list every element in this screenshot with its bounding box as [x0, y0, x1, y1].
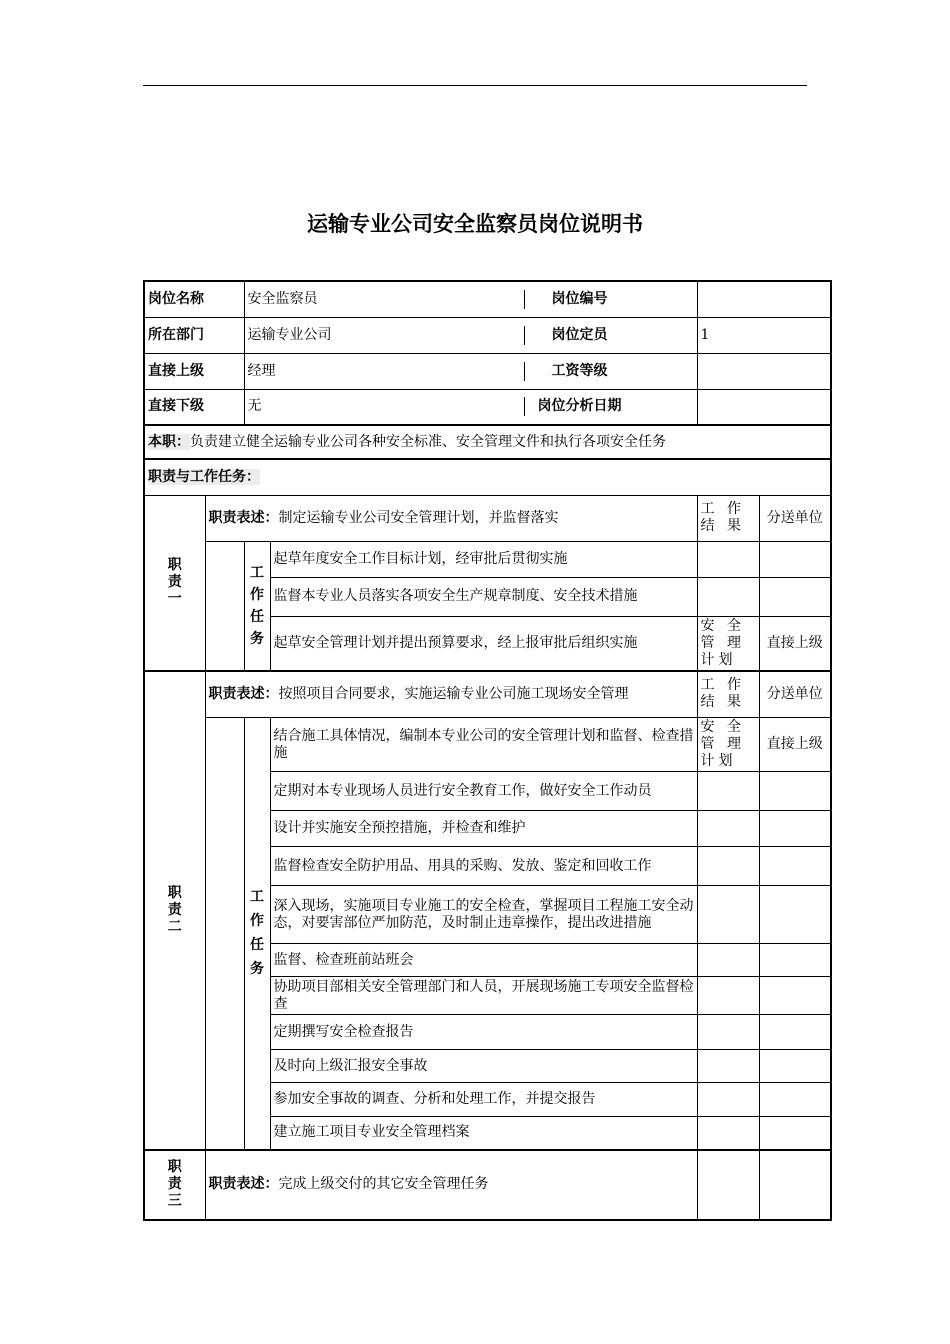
duty3-desc: 完成上级交付的其它安全管理任务 — [278, 1176, 489, 1192]
task-text: 结合施工具体情况，编制本专业公司的安全管理计划和监督、检查措施 — [270, 718, 697, 772]
duty2-desc-row — [144, 671, 831, 718]
dept-header: 分送单位 — [759, 671, 831, 718]
department-text: 运输专业公司 — [247, 326, 332, 343]
task-dept — [759, 1015, 831, 1050]
task-result — [697, 886, 759, 944]
duty1-desc-row — [144, 495, 831, 541]
task-text: 定期撰写安全检查报告 — [270, 1015, 697, 1050]
duty-label: 本职： — [148, 433, 190, 450]
task-text: 深入现场，实施项目专业施工的安全检查，掌握项目工程施工安全动态，对要害部位严加防范，及时制止违章操作，提出改进措施 — [270, 886, 697, 944]
position-no-label: 岗位编号 — [524, 290, 635, 309]
duty1-desc-cell — [205, 495, 697, 541]
department-label: 所在部门 — [144, 317, 244, 353]
task-dept — [759, 977, 831, 1015]
task-result — [697, 1050, 759, 1083]
duty2-task-spacer — [205, 718, 244, 1150]
duty2-label: 职 责 二 — [144, 671, 205, 1150]
task-text: 定期对本专业现场人员进行安全教育工作，做好安全工作动员 — [270, 772, 697, 811]
salary-value — [697, 353, 831, 389]
duty-row — [144, 425, 831, 459]
duty-text: 负责建立健全运输专业公司各种安全标准、安全管理文件和执行各项安全任务 — [190, 433, 666, 450]
job-description-table — [143, 280, 832, 1221]
header-rule — [143, 85, 807, 86]
task-dept — [759, 1117, 831, 1150]
task-dept — [759, 541, 831, 577]
analysis-date-label: 岗位分析日期 — [524, 397, 635, 416]
subordinate-text: 无 — [247, 398, 262, 415]
task-result: 安 全 管 理计划 — [697, 616, 759, 671]
task-text: 建立施工项目专业安全管理档案 — [270, 1117, 697, 1150]
info-row — [144, 353, 831, 389]
headcount-value: 1 — [697, 317, 831, 353]
task-result — [697, 577, 759, 616]
section-header: 职责与工作任务： — [148, 468, 260, 485]
duty2-task-label: 工作任务 — [244, 718, 270, 1150]
info-row — [144, 281, 831, 317]
headcount-label: 岗位定员 — [524, 326, 635, 345]
duty3-desc-cell — [205, 1150, 697, 1220]
task-result — [697, 811, 759, 847]
duty3-desc-row — [144, 1150, 831, 1220]
task-result — [697, 772, 759, 811]
task-dept — [759, 886, 831, 944]
document-title: 运输专业公司安全监察员岗位说明书 — [307, 212, 643, 236]
task-dept: 直接上级 — [759, 616, 831, 671]
duty3-result — [697, 1150, 759, 1220]
task-result — [697, 944, 759, 977]
task-row — [144, 718, 831, 772]
subordinate-value — [244, 389, 697, 425]
task-dept — [759, 1083, 831, 1117]
task-result: 安 全 管 理计划 — [697, 718, 759, 772]
task-dept: 直接上级 — [759, 718, 831, 772]
task-dept — [759, 847, 831, 886]
result-header: 工 作 结 果 — [697, 671, 759, 718]
task-dept — [759, 772, 831, 811]
task-result — [697, 977, 759, 1015]
result-header: 工 作 结 果 — [697, 495, 759, 541]
duty2-desc-cell — [205, 671, 697, 718]
analysis-date-value — [697, 389, 831, 425]
task-text: 及时向上级汇报安全事故 — [270, 1050, 697, 1083]
task-result — [697, 1083, 759, 1117]
task-text: 起草安全管理计划并提出预算要求，经上报审批后组织实施 — [270, 616, 697, 671]
duty3-label: 职 责 三 — [144, 1150, 205, 1220]
task-text: 监督本专业人员落实各项安全生产规章制度、安全技术措施 — [270, 577, 697, 616]
superior-label: 直接上级 — [144, 353, 244, 389]
position-no-value — [697, 281, 831, 317]
task-text: 设计并实施安全预控措施，并检查和维护 — [270, 811, 697, 847]
section-header-row — [144, 459, 831, 495]
task-result — [697, 847, 759, 886]
info-row — [144, 389, 831, 425]
task-dept — [759, 944, 831, 977]
task-row — [144, 541, 831, 577]
duty1-desc: 制定运输专业公司安全管理计划，并监督落实 — [278, 509, 559, 526]
duty3-dept — [759, 1150, 831, 1220]
task-text: 监督检查安全防护用品、用具的采购、发放、鉴定和回收工作 — [270, 847, 697, 886]
task-result — [697, 1117, 759, 1150]
task-text: 参加安全事故的调查、分析和处理工作，并提交报告 — [270, 1083, 697, 1117]
duty1-label: 职 责 一 — [144, 495, 205, 671]
position-name-label: 岗位名称 — [144, 281, 244, 317]
info-row — [144, 317, 831, 353]
superior-value — [244, 353, 697, 389]
duty-cell — [144, 425, 831, 459]
position-name-text: 安全监察员 — [247, 290, 318, 307]
section-header-cell — [144, 459, 831, 495]
task-text: 协助项目部相关安全管理部门和人员，开展现场施工专项安全监督检查 — [270, 977, 697, 1015]
desc-label: 职责表述： — [208, 685, 279, 702]
subordinate-label: 直接下级 — [144, 389, 244, 425]
duty2-desc: 按照项目合同要求，实施运输专业公司施工现场安全管理 — [278, 685, 629, 702]
desc-label: 职责表述： — [208, 1176, 279, 1192]
superior-text: 经理 — [247, 362, 276, 379]
task-result — [697, 1015, 759, 1050]
dept-header: 分送单位 — [759, 495, 831, 541]
task-result — [697, 541, 759, 577]
duty1-task-spacer — [205, 541, 244, 671]
task-text: 起草年度安全工作目标计划，经审批后贯彻实施 — [270, 541, 697, 577]
task-dept — [759, 1050, 831, 1083]
task-dept — [759, 811, 831, 847]
position-name-value — [244, 281, 697, 317]
task-text: 监督、检查班前站班会 — [270, 944, 697, 977]
department-value — [244, 317, 697, 353]
desc-label: 职责表述： — [208, 509, 279, 526]
salary-label: 工资等级 — [524, 362, 635, 381]
task-dept — [759, 577, 831, 616]
duty1-task-label: 工作任务 — [244, 541, 270, 671]
